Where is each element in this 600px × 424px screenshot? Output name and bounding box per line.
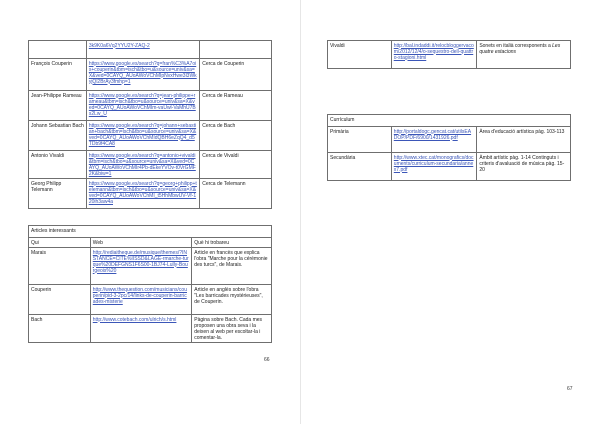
table-header-row <box>29 238 272 248</box>
table-row <box>29 315 272 343</box>
composer-name: François Couperin <box>29 59 87 91</box>
composer-link[interactable]: https://www.google.es/search?q=fran%C3%A7ois+couperin&tbm=isch&tbo=u&source=univ&sa=X&ved=0CAYQ_AUoAWoVChMIpNvxHwe3l3WkyjQl2BrAy3fmhp=1 <box>88 60 197 85</box>
composer-name: Jean-Philippe Rameau <box>29 91 87 121</box>
article-link[interactable]: http://www.cotebach.com/ulrich/s.html <box>92 316 177 323</box>
curriculum-description: Àmbit artístic pàg. 1-14 Continguts i criteris d'avaluació de música pàg. 15-20 <box>477 153 571 181</box>
article-description: Article en anglès sobre l'obra "Les barricades mystérieuses", de Couperin. <box>192 285 272 315</box>
table-row <box>29 179 272 209</box>
table-row <box>29 285 272 315</box>
vivaldi-table <box>327 40 571 69</box>
article-description: Pàgina sobre Bach. Cada mes proposen una obra seva i la deixen al web per escoltar-la i comentar-la. <box>192 315 272 343</box>
composer-name: Antonio Vivaldi <box>29 151 87 179</box>
composer-name: Johann Sebastian Bach <box>29 121 87 151</box>
article-author: Marais <box>29 248 91 285</box>
composer-link[interactable]: https://www.google.es/search?q=antonio+vivaldi&tbm=isch&tbo=u&source=univ&sa=X&ved=0CAYQ_AUoAWoVChMIr4Pb-dEkeYVOv-t0VrGMF2K&biw=1 <box>88 152 196 177</box>
composer-link[interactable]: https://www.google.es/search?q=jean-philippe+rameau&tbm=isch&tbo=u&source=univ&sa=X&ved=0CAYQ_AUoAWoVChMIm-vaUwl-VaMhU7Bs2Lw_U <box>88 92 196 117</box>
table-title-row <box>328 115 571 127</box>
table-row <box>328 153 571 181</box>
right-page <box>300 0 600 424</box>
articles-table <box>28 225 272 343</box>
table-row <box>328 41 571 69</box>
composer-description <box>200 41 272 59</box>
composer-name <box>29 41 87 59</box>
table-row <box>29 91 272 121</box>
description-italic: Les quatre estacions <box>479 42 561 55</box>
composer-name: Vivaldi <box>328 41 392 69</box>
composer-description: Cerca de Bach <box>200 121 272 151</box>
article-author: Bach <box>29 315 91 343</box>
article-description: Article en francès que explica l'obra "Marche pour la cérémonie des turcs", de Marais. <box>192 248 272 285</box>
column-header: Què hi trobareu <box>192 238 272 248</box>
composer-link[interactable]: https://www.google.es/search?q=johann+sebastian+bach&tbm=isch&tbo=u&source=univ&sa=X&ved=0CAYQ_AUoAWoVChMIdQBH6eZqQ4_d5TDb9f4CA8 <box>88 122 197 147</box>
table-row <box>29 41 272 59</box>
article-link[interactable]: http://rediaitheque.de/musique/themes/?INSTANCE=CITE%IISSD&LAGE-rmarche-turque%20DEFGNS1F6S00-1BJ74-Lully-Bourgeois%20 <box>92 249 189 274</box>
article-author: Couperin <box>29 285 91 315</box>
composers-table <box>28 40 272 209</box>
composer-description: Cerca de Vivaldi <box>200 151 272 179</box>
composer-description <box>477 41 571 69</box>
table-row <box>328 127 571 153</box>
table-title-row <box>29 226 272 238</box>
composer-name: Georg Philipp Telemann <box>29 179 87 209</box>
table-row <box>29 248 272 285</box>
column-header: Qui <box>29 238 91 248</box>
curriculum-link[interactable]: http://portaldogc.gencat.cat/utilsEADOP/PDF/6900/1431926.pdf <box>393 128 472 141</box>
composer-link[interactable]: https://www.google.es/search?q=georg+philipp+telemann&tbm=isch&tbo=u&source=univ&sa=X&ved=0CAYQ_AUoAWoVChMI_t5HhMbwUV-Vf-120ih3aw4a <box>88 180 197 205</box>
table-row <box>29 121 272 151</box>
articles-title: Articles interessants <box>29 226 272 238</box>
column-header: Web <box>90 238 191 248</box>
composer-link[interactable]: 3k9K0a6Vq2YYU2Y-ZAQ-2 <box>88 42 150 49</box>
table-row <box>29 59 272 91</box>
curriculum-title: Currículum <box>328 115 571 127</box>
page-number: 66 <box>264 357 270 363</box>
curriculum-link[interactable]: http://www.xtec.cat/monografics/documents/curriculum-secundaria/annex7.pdf <box>393 154 474 173</box>
page-number: 67 <box>567 386 573 392</box>
table-row <box>29 151 272 179</box>
composer-description: Cerca de Rameau <box>200 91 272 121</box>
composer-description: Cerca de Telemann <box>200 179 272 209</box>
composer-link[interactable]: http://bal.indaddi.it/relocbloggervacom/2012/12/4/o-sequestro-dell-quattro-stagioni.html <box>393 42 474 61</box>
curriculum-level: Primària <box>328 127 392 153</box>
composer-description: Cerca de Couperin <box>200 59 272 91</box>
article-link[interactable]: http://www.thequestion.com/musicians/couperin/pid-3-2pc/14/links-de-couperin-barricades-misterie <box>92 286 187 305</box>
description-text: Sonets en italià corresponents a <box>479 42 551 49</box>
curriculum-description: Àrea d'educació artística pàg. 103-113 <box>477 127 571 153</box>
curriculum-table <box>327 114 571 181</box>
curriculum-level: Secundària <box>328 153 392 181</box>
